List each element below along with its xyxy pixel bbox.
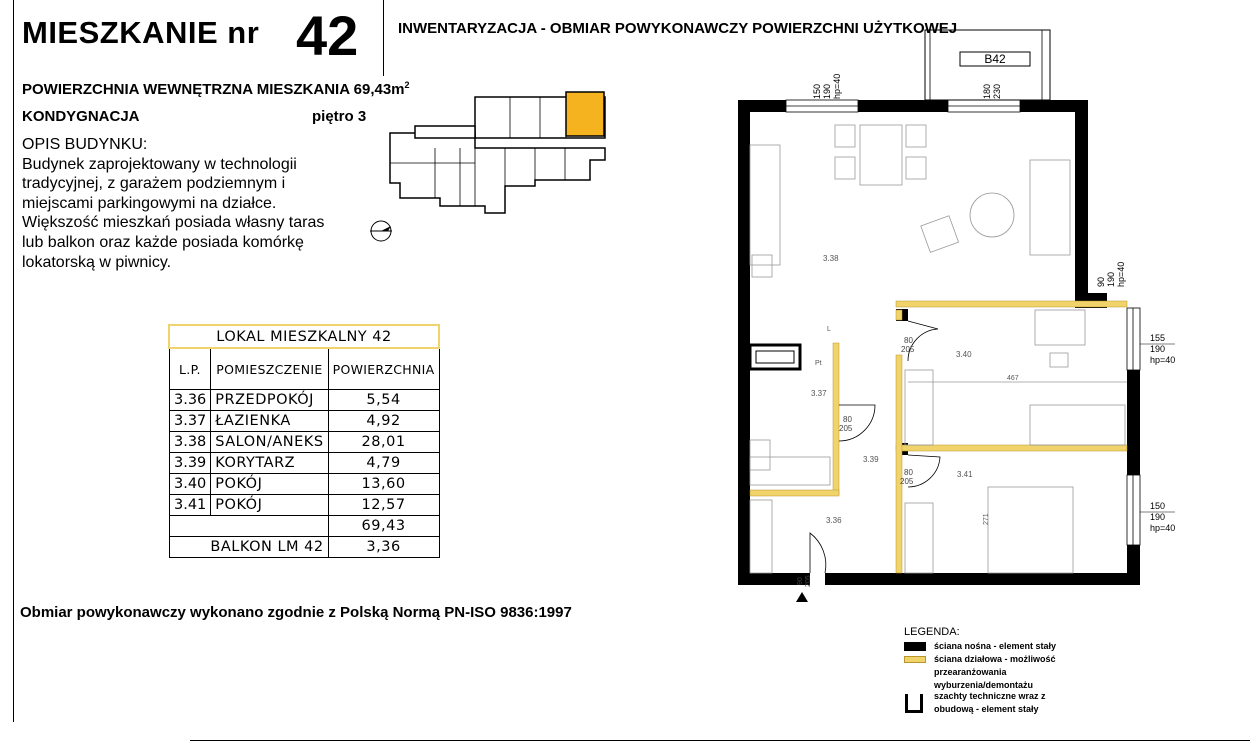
window-dim: hp=40 (1150, 523, 1176, 533)
row-name: KORYTARZ (211, 453, 328, 474)
table-row (169, 432, 439, 453)
table-caption: LOKAL MIESZKALNY 42 (169, 325, 439, 348)
window-dim: hp=40 (1150, 355, 1176, 365)
room-label: 3.39 (863, 455, 879, 464)
row-name: SALON/ANEKS (211, 432, 328, 453)
window-dim: 190 (1106, 271, 1116, 287)
table-row (169, 474, 439, 495)
row-area: 28,01 (328, 432, 439, 453)
row-area: 12,57 (328, 495, 439, 516)
row-area: 4,92 (328, 411, 439, 432)
legend-item-partition: ściana działowa - możliwość przearanżowania wyburzenia/demontażu (934, 654, 1056, 690)
door-dim: 205 (900, 477, 914, 486)
apartment-number: 42 (296, 4, 359, 67)
legend-load-bearing-swatch (904, 642, 926, 651)
door-dim: 80 (904, 336, 913, 345)
frame-divider-line (383, 0, 384, 76)
pt-label: Pt (815, 360, 822, 367)
room-label: 3.41 (957, 470, 973, 479)
floor-plan (720, 25, 1190, 610)
row-area: 13,60 (328, 474, 439, 495)
entry-door-dim: 90 (797, 577, 804, 585)
furniture (750, 125, 1127, 573)
room-label: 3.38 (823, 254, 839, 263)
window-dim: hp=40 (832, 73, 842, 99)
balcony-tag: B42 (984, 52, 1006, 66)
table-header-lp: L.P. (169, 348, 211, 390)
row-name: POKÓJ (211, 474, 328, 495)
door-dim: 80 (843, 415, 852, 424)
legend-partition-swatch (904, 656, 926, 663)
frame-bottom-line (190, 740, 1250, 741)
level-value: piętro 3 (312, 108, 367, 125)
total-area: 69,43 (328, 516, 439, 537)
dimension-271: 271 (983, 513, 990, 525)
window-dim: 150 (812, 83, 822, 99)
north-arrow-icon (368, 218, 394, 244)
partition-walls (750, 301, 1127, 573)
legend-item-shaft: szachty techniczne wraz z obudową - element stały (934, 691, 1046, 714)
key-plan-stair-block (415, 126, 475, 138)
table-header-room: POMIESZCZENIE (211, 348, 328, 390)
table-row (169, 411, 439, 432)
area-unit-superscript: 2 (404, 80, 410, 90)
load-bearing-walls (738, 100, 1140, 585)
level-label: KONDYGNACJA (22, 108, 140, 125)
row-lp: 3.37 (169, 411, 211, 432)
table-row (169, 453, 439, 474)
window-dim: 90 (1096, 276, 1106, 287)
legend-title: LEGENDA: (904, 626, 960, 638)
internal-area (22, 80, 410, 98)
building-key-plan (380, 88, 610, 216)
window-dim: 230 (992, 83, 1002, 99)
building-description (22, 135, 352, 272)
window-dim: 190 (1150, 512, 1166, 522)
table-row (169, 495, 439, 516)
key-plan-lower-block (390, 133, 605, 213)
document-subtitle: INWENTARYZACJA - OBMIAR POWYKONAWCZY POWIERZCHNI UŻYTKOWEJ (398, 20, 958, 37)
door-dim: 205 (901, 345, 915, 354)
window-dim: 155 (1150, 333, 1166, 343)
apartment-42-highlight (566, 92, 604, 136)
rooms-table (168, 324, 440, 558)
row-area: 5,54 (328, 390, 439, 411)
balcony-label: BALKON LM 42 (169, 537, 328, 558)
row-name: POKÓJ (211, 495, 328, 516)
door-dim: 205 (839, 424, 853, 433)
table-balcony-row (169, 537, 439, 558)
window-dim: 190 (1150, 344, 1166, 354)
door-dim: 80 (904, 468, 913, 477)
window-dim: 150 (1150, 501, 1166, 511)
description-heading: OPIS BUDYNKU: (22, 136, 148, 153)
row-area: 4,79 (328, 453, 439, 474)
frame-left-line (13, 0, 14, 722)
row-lp: 3.38 (169, 432, 211, 453)
measurement-standard-note: Obmiar powykonawczy wykonano zgodnie z Polską Normą PN-ISO 9836:1997 (20, 604, 572, 621)
technical-shaft (750, 345, 800, 369)
row-lp: 3.36 (169, 390, 211, 411)
internal-area-text: POWIERZCHNIA WEWNĘTRZNA MIESZKANIA 69,43m (22, 81, 405, 98)
entry-door-dim: 205 (805, 575, 812, 587)
row-name: ŁAZIENKA (211, 411, 328, 432)
table-total-row (169, 516, 439, 537)
legend-shaft-swatch (905, 694, 923, 713)
room-label: 3.37 (811, 389, 827, 398)
l-label: L (827, 326, 831, 333)
table-header-area: POWIERZCHNIA (328, 348, 439, 390)
room-label: 3.40 (956, 350, 972, 359)
apartment-title: MIESZKANIE nr (22, 15, 260, 50)
description-text: Budynek zaprojektowany w technologii tradycyjnej, z garażem podziemnym i miejscami parkingowymi na działce. Większość mieszkań posiada własny taras lub balkon oraz każde posiada komórkę lokatorską w piwnicy. (22, 155, 325, 271)
window-dim: hp=40 (1116, 261, 1126, 287)
row-lp: 3.40 (169, 474, 211, 495)
dimension-467: 467 (1007, 375, 1019, 382)
row-name: PRZEDPOKÓJ (211, 390, 328, 411)
entrance-arrow-icon (796, 592, 808, 602)
legend-item-load-bearing: ściana nośna - element stały (934, 641, 1057, 651)
row-lp: 3.39 (169, 453, 211, 474)
window-dim: 190 (822, 83, 832, 99)
row-lp: 3.41 (169, 495, 211, 516)
window-dim: 180 (982, 83, 992, 99)
table-row (169, 390, 439, 411)
balcony-area: 3,36 (328, 537, 439, 558)
room-label: 3.36 (826, 516, 842, 525)
